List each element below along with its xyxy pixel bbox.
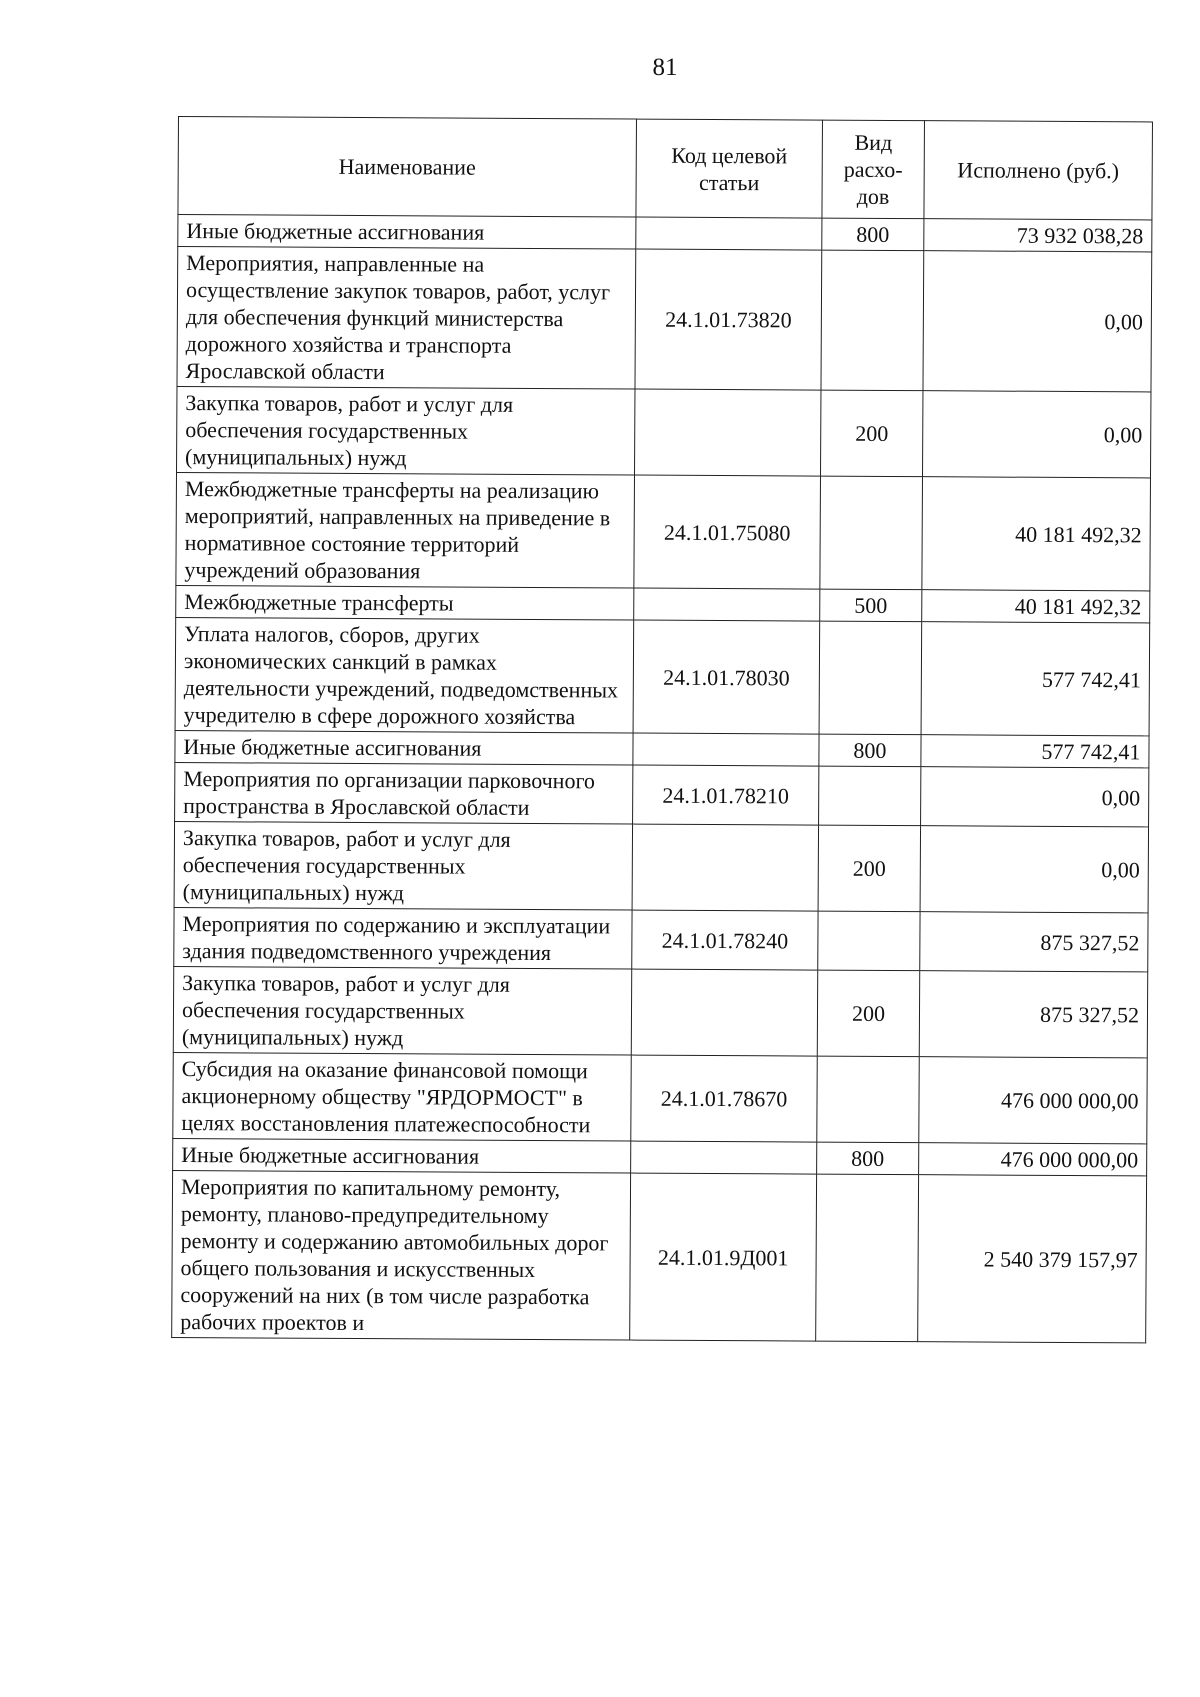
row-sum: 40 181 492,32 bbox=[922, 477, 1151, 591]
row-name: Мероприятия, направленные на осуществление закупок товаров, работ, услуг для обеспечения функций министерства дорожного хозяйства и транспорта Ярославской области bbox=[177, 247, 636, 390]
row-name: Мероприятия по капитальному ремонту, ремонту, планово-предупредительному ремонту и содержанию автомобильных дорог общего пользования и искусственных сооружений на них (в том числе разработка рабочих проектов и bbox=[172, 1170, 631, 1340]
header-type: Вид расхо-дов bbox=[822, 120, 925, 219]
row-name: Иные бюджетные ассигнования bbox=[173, 1138, 631, 1173]
row-sum: 0,00 bbox=[923, 251, 1152, 392]
header-sum: Исполнено (руб.) bbox=[924, 121, 1153, 220]
table-row bbox=[172, 1170, 1147, 1342]
row-code: 24.1.01.78210 bbox=[633, 765, 819, 825]
row-type: 200 bbox=[820, 390, 922, 477]
row-type bbox=[819, 621, 922, 735]
row-type bbox=[816, 1174, 919, 1342]
row-code bbox=[631, 969, 817, 1056]
row-code bbox=[633, 733, 819, 766]
row-code: 24.1.01.9Д001 bbox=[630, 1173, 817, 1341]
row-type: 800 bbox=[819, 734, 921, 767]
table-row bbox=[173, 1138, 1147, 1175]
table-row bbox=[176, 472, 1151, 590]
page-number: 81 bbox=[652, 54, 678, 81]
row-sum: 2 540 379 157,97 bbox=[918, 1175, 1147, 1343]
budget-table bbox=[171, 116, 1153, 1343]
header-row bbox=[178, 117, 1153, 220]
row-code bbox=[631, 1141, 817, 1174]
table-row bbox=[174, 907, 1148, 971]
table-row bbox=[177, 247, 1152, 392]
row-sum: 875 327,52 bbox=[919, 971, 1147, 1058]
row-code: 24.1.01.78670 bbox=[631, 1055, 817, 1142]
row-name: Субсидия на оказание финансовой помощи акционерному обществу "ЯРДОРМОСТ" в целях восстановления платежеспособности bbox=[173, 1052, 631, 1141]
header-code: Код целевой статьи bbox=[636, 119, 823, 218]
row-sum: 875 327,52 bbox=[920, 912, 1148, 972]
table-row bbox=[178, 215, 1152, 252]
row-type bbox=[821, 250, 924, 391]
table-header bbox=[178, 117, 1153, 220]
row-type bbox=[818, 911, 920, 971]
row-name: Межбюджетные трансферты bbox=[176, 585, 634, 620]
table-body bbox=[172, 215, 1152, 1343]
row-name: Иные бюджетные ассигнования bbox=[178, 215, 636, 250]
row-sum: 476 000 000,00 bbox=[919, 1057, 1147, 1144]
row-sum: 40 181 492,32 bbox=[922, 590, 1150, 623]
table-row bbox=[177, 386, 1151, 477]
row-code: 24.1.01.78030 bbox=[633, 620, 820, 734]
row-sum: 0,00 bbox=[922, 391, 1150, 478]
row-code bbox=[634, 588, 820, 621]
row-code: 24.1.01.75080 bbox=[634, 475, 821, 589]
row-type: 200 bbox=[817, 970, 919, 1057]
row-code bbox=[632, 824, 818, 911]
row-code: 24.1.01.78240 bbox=[632, 910, 818, 970]
row-code bbox=[636, 217, 822, 250]
table-row bbox=[173, 1052, 1147, 1143]
row-name: Мероприятия по организации парковочного пространства в Ярославской области bbox=[175, 762, 633, 824]
row-sum: 0,00 bbox=[921, 767, 1149, 827]
row-type bbox=[819, 766, 921, 826]
row-sum: 73 932 038,28 bbox=[924, 219, 1152, 252]
row-name: Уплата налогов, сборов, других экономических санкций в рамках деятельности учреждений, подведомственных учредителю в сфере дорожного хозяйства bbox=[175, 617, 634, 733]
row-code: 24.1.01.73820 bbox=[635, 249, 822, 390]
header-name: Наименование bbox=[178, 117, 637, 218]
row-name: Закупка товаров, работ и услуг для обеспечения государственных (муниципальных) нужд bbox=[177, 386, 635, 475]
row-type: 500 bbox=[820, 589, 922, 622]
row-name: Мероприятия по содержанию и эксплуатации здания подведомственного учреждения bbox=[174, 907, 632, 969]
table-row bbox=[175, 617, 1150, 735]
table-row bbox=[173, 966, 1147, 1057]
row-name: Иные бюджетные ассигнования bbox=[175, 730, 633, 765]
row-sum: 0,00 bbox=[920, 826, 1148, 913]
row-type: 200 bbox=[818, 825, 920, 912]
row-code bbox=[635, 389, 821, 476]
table-row bbox=[174, 821, 1148, 912]
row-type: 800 bbox=[822, 218, 924, 251]
row-type: 800 bbox=[817, 1142, 919, 1175]
row-type bbox=[820, 476, 923, 590]
table-row bbox=[175, 762, 1149, 826]
row-sum: 577 742,41 bbox=[921, 622, 1150, 736]
row-name: Межбюджетные трансферты на реализацию мероприятий, направленных на приведение в нормативное состояние территорий учреждений образования bbox=[176, 472, 635, 588]
row-type bbox=[817, 1056, 919, 1143]
row-sum: 577 742,41 bbox=[921, 735, 1149, 768]
row-name: Закупка товаров, работ и услуг для обеспечения государственных (муниципальных) нужд bbox=[173, 966, 631, 1055]
row-sum: 476 000 000,00 bbox=[919, 1143, 1147, 1176]
row-name: Закупка товаров, работ и услуг для обеспечения государственных (муниципальных) нужд bbox=[174, 821, 632, 910]
